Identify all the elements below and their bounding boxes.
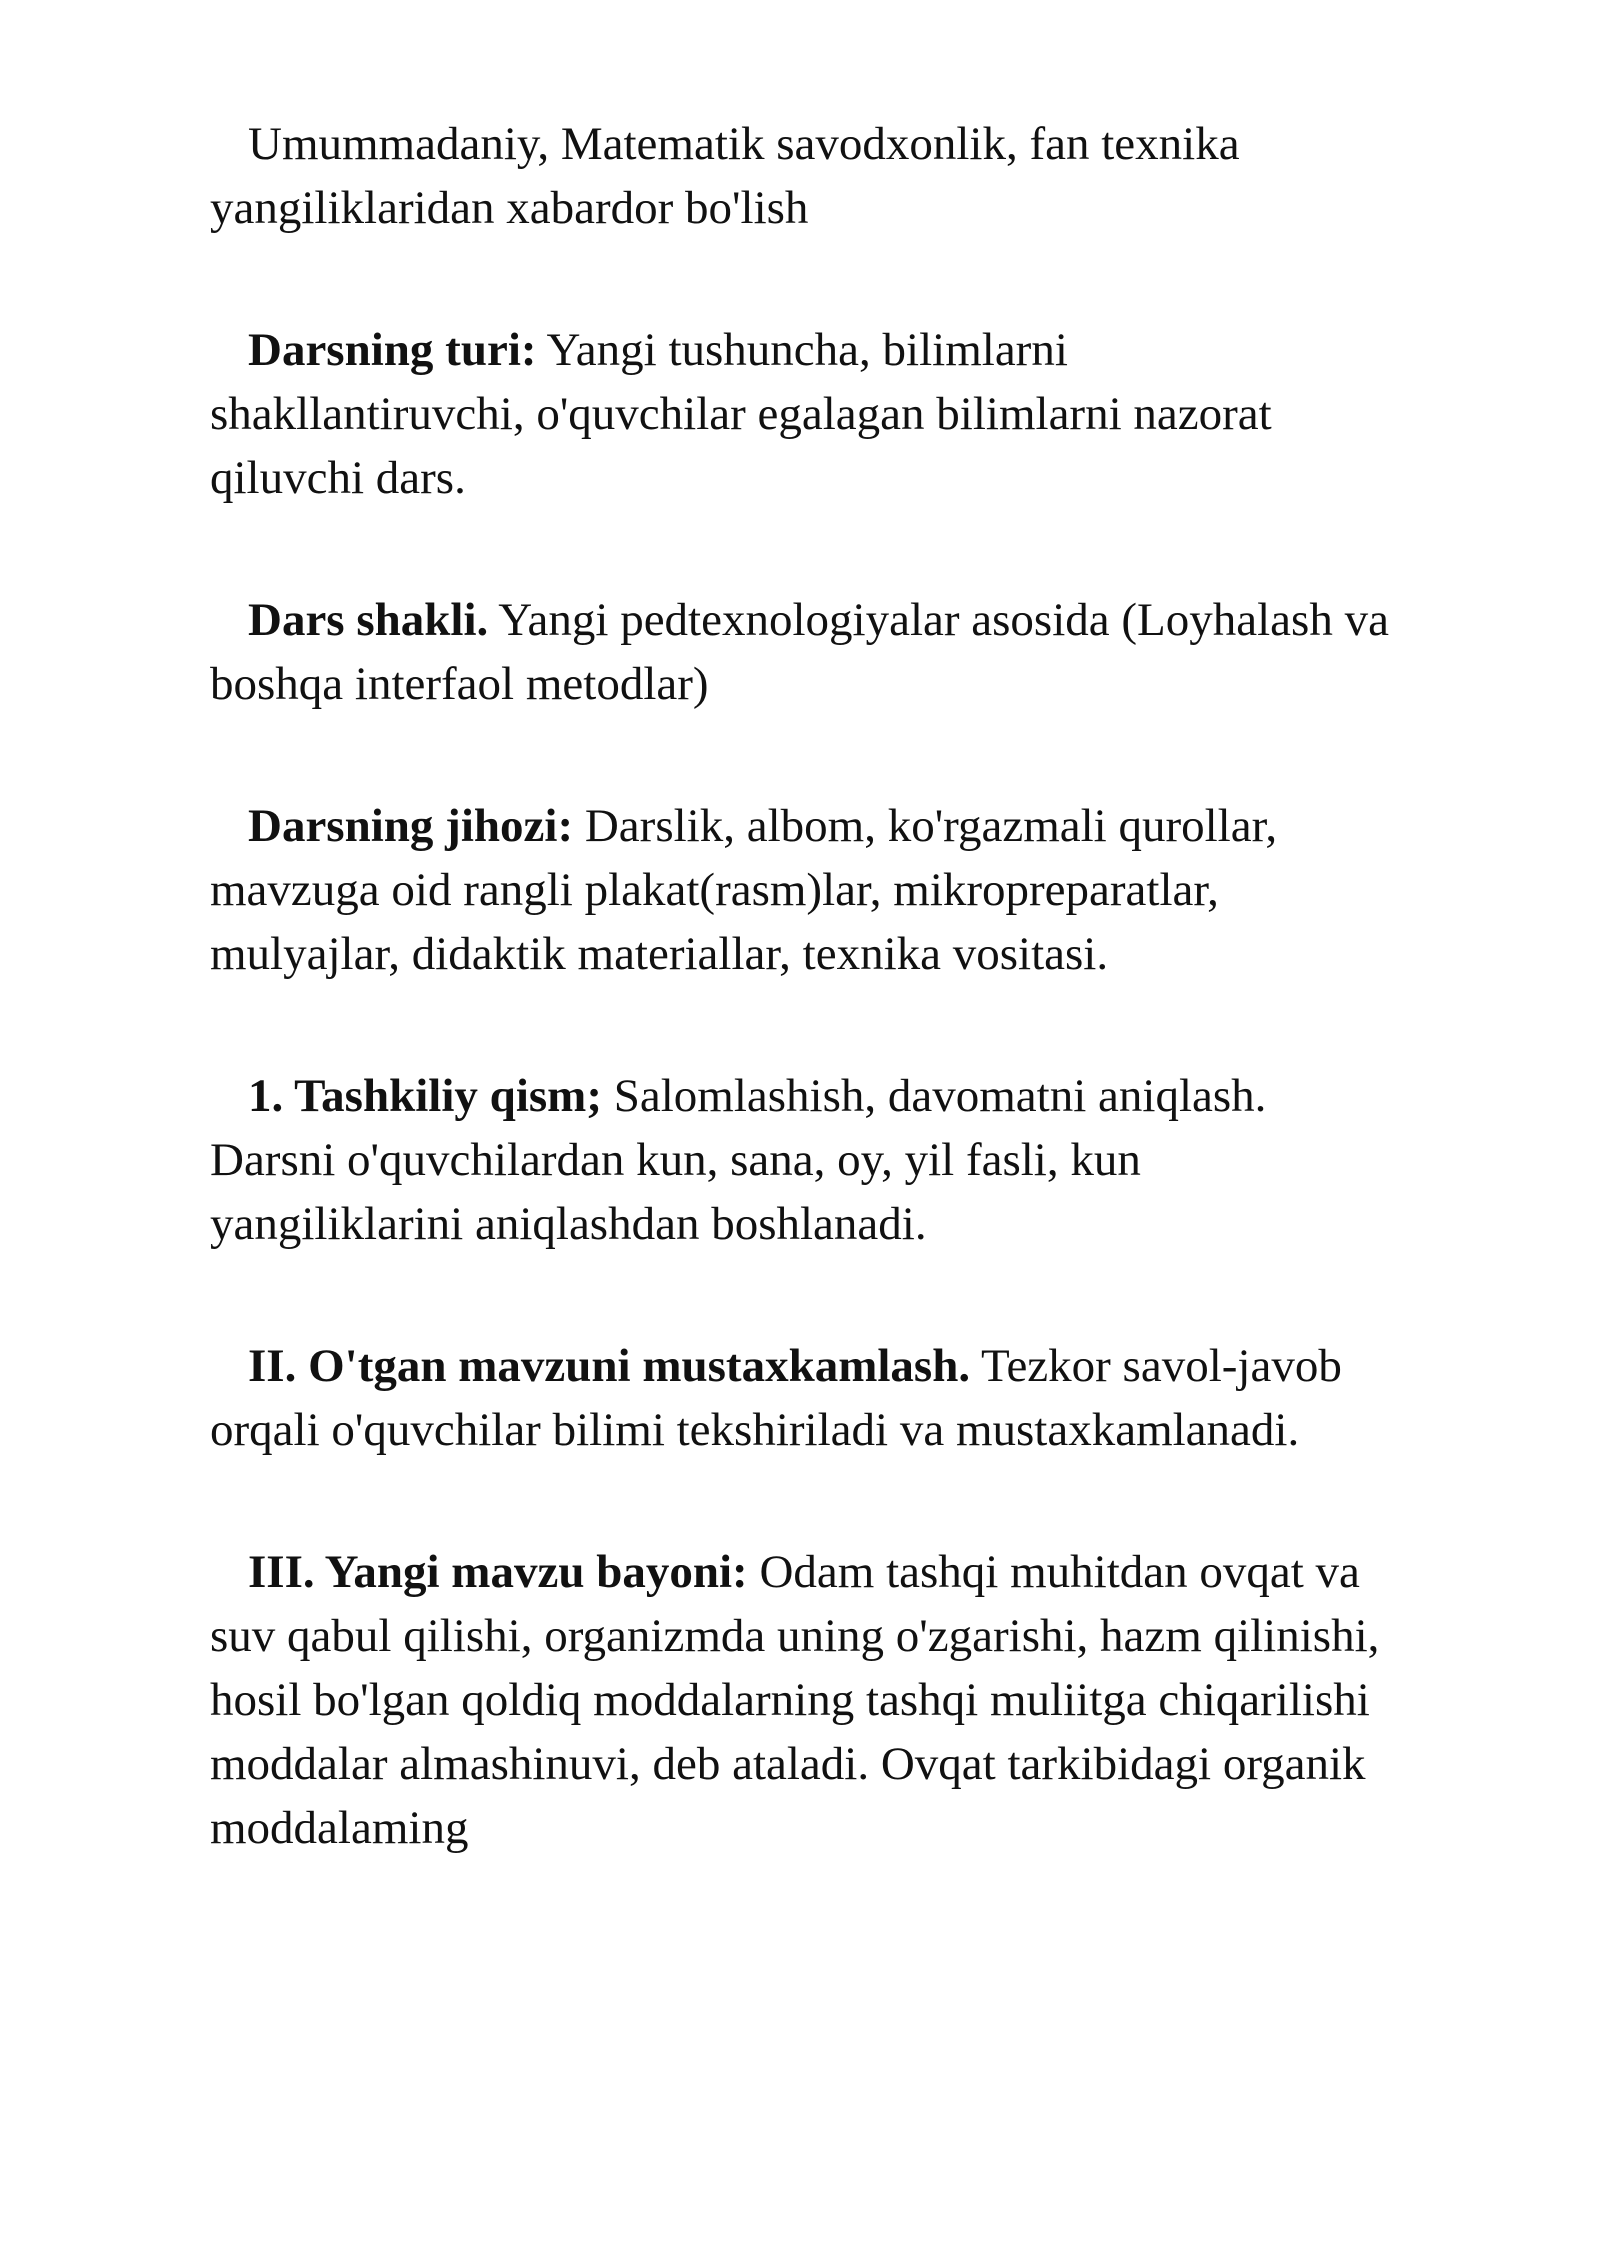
- paragraph-intro: [210, 112, 1390, 240]
- new-topic-text: Odam tashqi muhitdan ovqat va suv qabul qilishi, organizmda uning o'zgarishi, hazm qilinishi, hosil bo'lgan qoldiq moddalarning tashqi muliitga chiqarilishi moddalar almashinuvi, deb ataladi. Ovqat tarkibidagi organik moddalaming: [210, 1546, 1380, 1854]
- paragraph-organizational-part: [210, 1064, 1390, 1256]
- paragraph-intro-text: Umummadaniy, Matematik savodxonlik, fan texnika yangiliklaridan xabardor bo'lish: [210, 118, 1240, 234]
- lesson-form-label: Dars shakli.: [248, 594, 489, 646]
- paragraph-new-topic: [210, 1540, 1390, 1860]
- lesson-form-text: Yangi pedtexnologiyalar asosida (Loyhalash va boshqa interfaol metodlar): [210, 594, 1389, 710]
- paragraph-lesson-form: [210, 588, 1390, 716]
- paragraph-review-topic: [210, 1334, 1390, 1462]
- lesson-type-text: Yangi tushuncha, bilimlarni shakllantiruvchi, o'quvchilar egalagan bilimlarni nazorat qiluvchi dars.: [210, 324, 1272, 504]
- document-page: [210, 112, 1390, 1938]
- lesson-type-label: Darsning turi:: [248, 324, 537, 376]
- new-topic-label: III. Yangi mavzu bayoni:: [248, 1546, 748, 1598]
- organizational-part-text: Salomlashish, davomatni aniqlash. Darsni o'quvchilardan kun, sana, oy, yil fasli, kun yangiliklarini aniqlashdan boshlanadi.: [210, 1070, 1267, 1250]
- paragraph-lesson-equipment: [210, 794, 1390, 986]
- review-topic-text: Tezkor savol-javob orqali o'quvchilar bilimi tekshiriladi va mustaxkamlanadi.: [210, 1340, 1342, 1456]
- lesson-equipment-label: Darsning jihozi:: [248, 800, 574, 852]
- paragraph-lesson-type: [210, 318, 1390, 510]
- lesson-equipment-text: Darslik, albom, ko'rgazmali qurollar, mavzuga oid rangli plakat(rasm)lar, mikropreparatlar, mulyajlar, didaktik materiallar, texnika vositasi.: [210, 800, 1278, 980]
- organizational-part-label: 1. Tashkiliy qism;: [248, 1070, 602, 1122]
- review-topic-label: II. O'tgan mavzuni mustaxkamlash.: [248, 1340, 971, 1392]
